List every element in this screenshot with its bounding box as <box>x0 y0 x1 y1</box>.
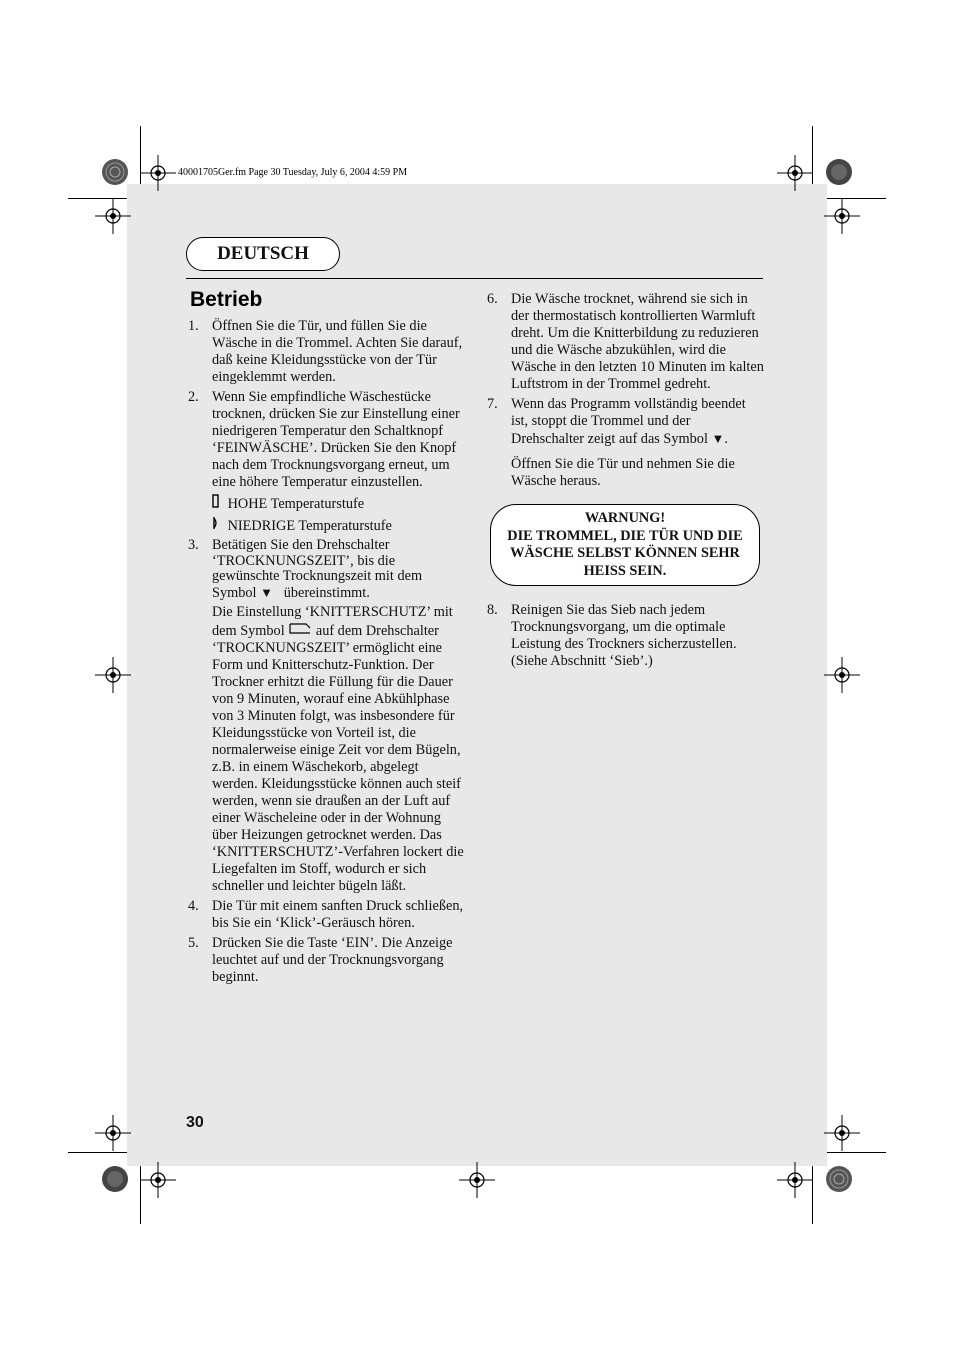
crease-guard-paragraph <box>186 604 466 895</box>
item-paragraph: Öffnen Sie die Tür und nehmen Sie die Wäsche heraus. <box>511 456 735 489</box>
crop-mark <box>68 1152 127 1153</box>
left-column <box>186 318 466 989</box>
print-target-icon <box>825 158 853 186</box>
warning-text: DIE TROMMEL, DIE TÜR UND DIE WÄSCHE SELBST KÖNNEN SEHR HEISS SEIN. <box>507 527 743 579</box>
item-number: 7. <box>487 396 498 412</box>
item-text: Betätigen Sie den Drehschalter ‘TROCKNUNGSZEIT’, bis die gewünschte Trocknungszeit mit dem Symbol <box>212 537 423 601</box>
button-out-icon <box>212 494 224 513</box>
warning-title: WARNUNG! <box>584 510 666 526</box>
registration-mark-icon <box>95 198 131 234</box>
header-rule <box>186 278 763 279</box>
crease-guard-icon <box>288 623 312 639</box>
registration-mark-icon <box>459 1162 495 1198</box>
item-number: 1. <box>188 318 199 334</box>
registration-mark-icon <box>824 1115 860 1151</box>
print-target-icon <box>825 1165 853 1193</box>
right-column <box>485 291 765 673</box>
registration-mark-icon <box>777 155 813 191</box>
crop-mark <box>827 1152 886 1153</box>
item-number: 5. <box>188 935 199 951</box>
item-text: Die Tür mit einem sanften Druck schließen, bis Sie ein ‘Klick’-Geräusch hören. <box>212 898 464 931</box>
list-item <box>186 538 466 601</box>
list-item <box>485 602 765 670</box>
item-number: 8. <box>487 602 498 618</box>
section-title: Betrieb <box>190 288 263 311</box>
page-number: 30 <box>186 1114 204 1131</box>
list-item <box>186 318 466 386</box>
item-text: Drücken Sie die Taste ‘EIN’. Die Anzeige leuchtet auf und der Trocknungsvorgang beginnt. <box>212 935 453 985</box>
list-item <box>186 898 466 932</box>
temperature-high-label: HOHE Temperaturstufe <box>227 496 365 512</box>
list-item <box>485 291 765 393</box>
triangle-down-icon: ▼ <box>260 584 273 600</box>
warning-box <box>490 504 760 586</box>
list-item <box>485 396 765 448</box>
list-item <box>186 935 466 986</box>
item-text: Wenn das Programm vollständig beendet ist, stoppt die Trommel und der Drehschalter zeigt auf das Symbol <box>511 396 746 447</box>
registration-mark-icon <box>824 657 860 693</box>
item-text: auf dem Drehschalter ‘TROCKNUNGSZEIT’ ermöglicht eine Form und Knitterschutz-Funktion. Der Trockner erhitzt die Füllung für die Dauer von 9 Minuten, worauf eine Abkühlphase von 3 Minuten folgt, was insbesondere für Kleidungsstücke von Vorteil ist, die normalerweise einige Zeit vor dem Bügeln, z.B. in einem Wäschekorb, abgelegt werden. Kleidungsstücke können auch steif werden, wenn sie draußen an der Luft auf einer Wäscheleine oder in der Wohnung über Heizungen getrocknet werden. Das ‘KNITTERSCHUTZ’-Verfahren lockert die Liegefalten im Stoff, wodurch er sich schneller und leichter bügeln läßt. <box>212 623 464 894</box>
temperature-low-label: NIEDRIGE Temperaturstufe <box>227 518 392 534</box>
print-target-icon <box>101 158 129 186</box>
registration-mark-icon <box>777 1162 813 1198</box>
file-slug: 40001705Ger.fm Page 30 Tuesday, July 6, 2004 4:59 PM <box>178 167 408 178</box>
registration-mark-icon <box>140 1162 176 1198</box>
registration-mark-icon <box>95 657 131 693</box>
language-label: DEUTSCH <box>217 243 309 264</box>
item-number: 6. <box>487 291 498 307</box>
list-item <box>186 389 466 491</box>
print-target-icon <box>101 1165 129 1193</box>
temperature-high <box>186 494 466 513</box>
item-text: Reinigen Sie das Sieb nach jedem Trocknungsvorgang, um die optimale Leistung des Trockners sicherzustellen. (Siehe Abschnitt ‘Sieb’.) <box>511 602 737 669</box>
item-number: 4. <box>188 898 199 914</box>
item-text: Wenn Sie empfindliche Wäschestücke trocknen, drücken Sie zur Einstellung einer niedrigeren Temperatur den Schaltknopf ‘FEINWÄSCHE’. Drücken Sie den Knopf nach dem Trocknungsvorgang erneut, um eine höhere Temperatur einzustellen. <box>212 389 460 490</box>
item-text: . <box>724 431 728 447</box>
item-text: Öffnen Sie die Tür, und füllen Sie die Wäsche in die Trommel. Achten Sie darauf, daß keine Kleidungsstücke von der Tür eingeklemmt werden. <box>212 318 463 385</box>
registration-mark-icon <box>824 198 860 234</box>
triangle-down-icon: ▼ <box>711 431 725 446</box>
temperature-low <box>186 516 466 535</box>
item-text: übereinstimmt. <box>283 584 370 601</box>
button-in-icon <box>212 516 224 535</box>
item-text: Die Einstellung ‘KNITTERSCHUTZ’ mit dem Symbol <box>212 604 453 639</box>
item-text: Die Wäsche trocknet, während sie sich in der thermostatisch kontrollierten Warmluft dreht. Um die Knitterbildung zu reduzieren und die Wäsche abzukühlen, wird die Wäsche in den letzten 10 Minuten im kalten Luftstrom in der Trommel gedreht. <box>511 291 764 392</box>
item-number: 3. <box>188 537 199 553</box>
language-tab <box>186 237 340 271</box>
registration-mark-icon <box>140 155 176 191</box>
item-number: 2. <box>188 389 199 405</box>
registration-mark-icon <box>95 1115 131 1151</box>
